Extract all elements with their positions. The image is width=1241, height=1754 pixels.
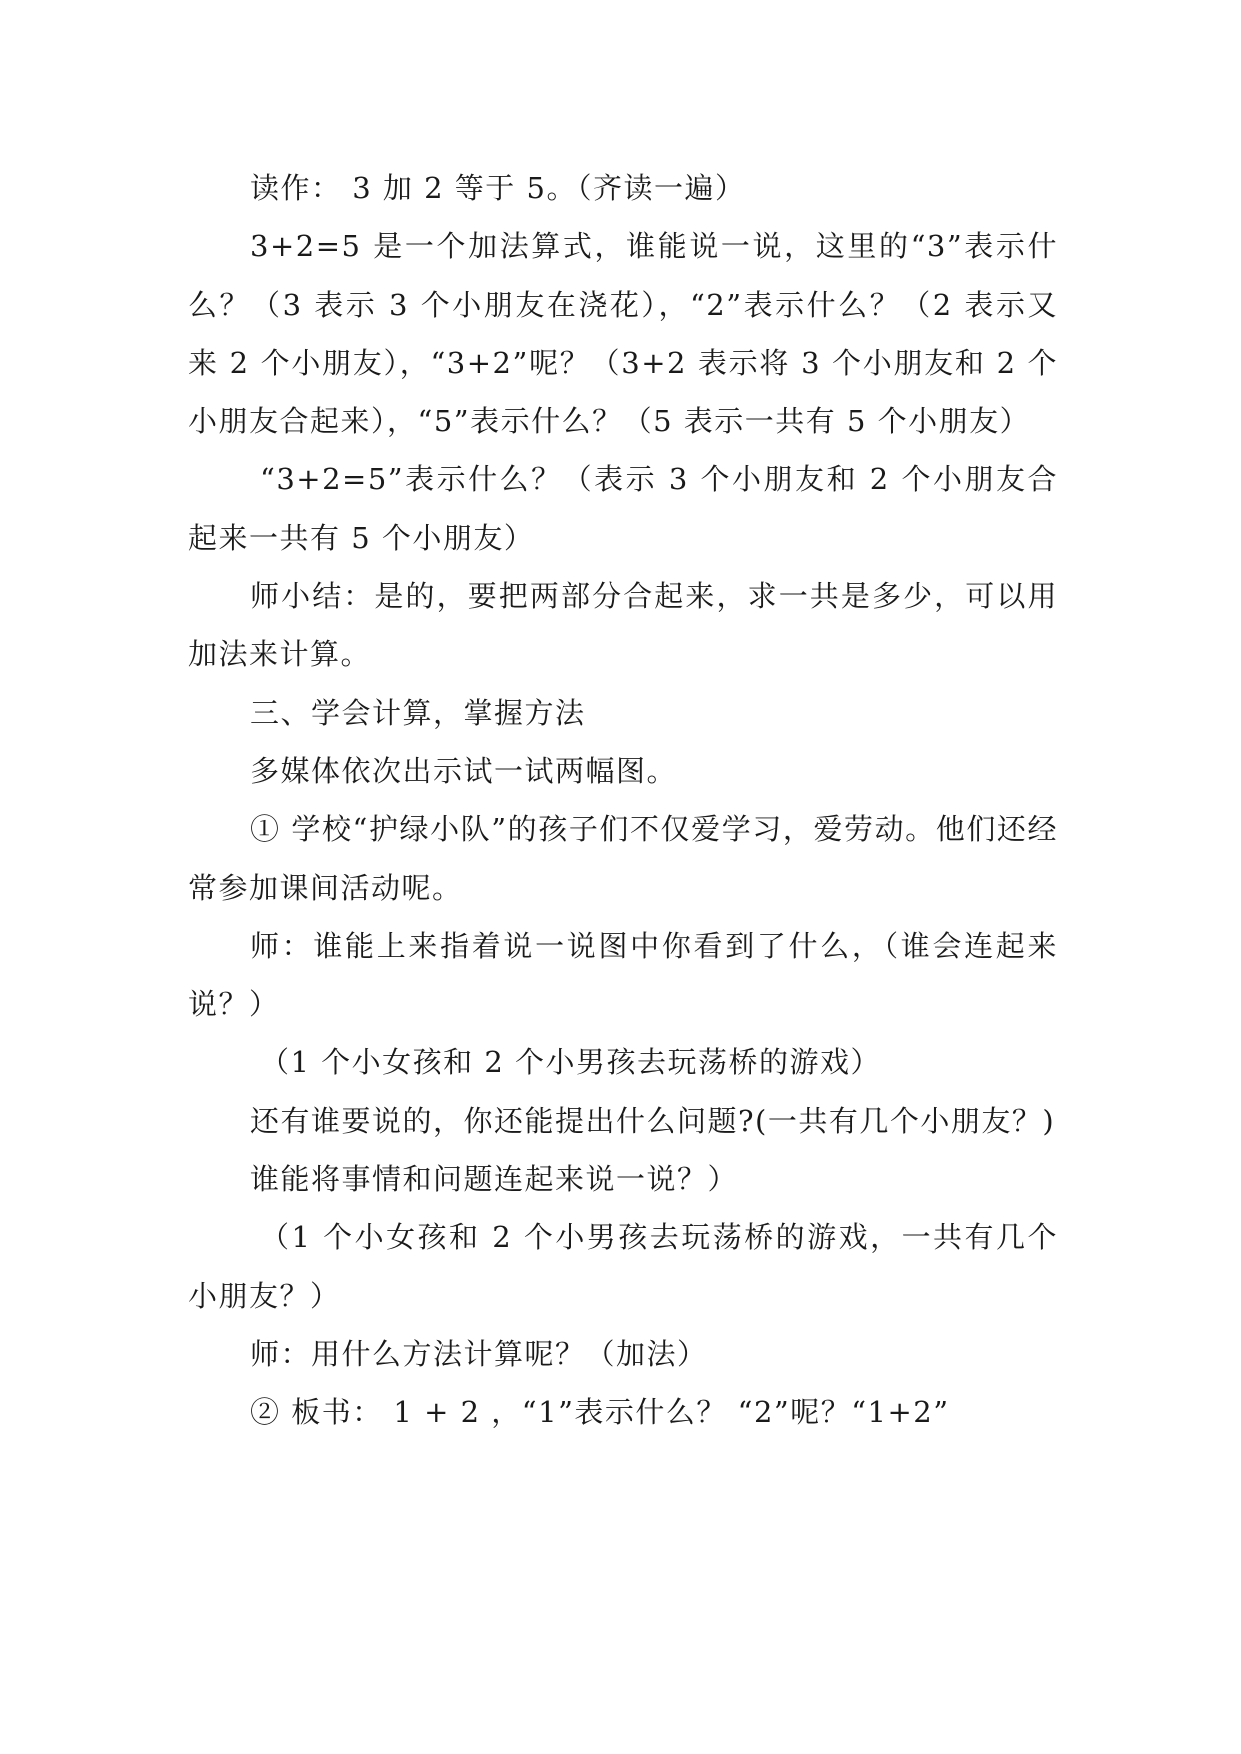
paragraph: 师：谁能上来指着说一说图中你看到了什么，（谁会连起来说？） (188, 928, 1058, 1022)
paragraph: 还有谁要说的，你还能提出什么问题?(一共有几个小朋友？) (250, 1103, 1056, 1138)
paragraph: （1 个小女孩和 2 个小男孩去玩荡桥的游戏，一共有几个小朋友？） (188, 1220, 1058, 1313)
paragraph: 多媒体依次出示试一试两幅图。 (250, 753, 678, 788)
paragraph: 三、学会计算，掌握方法 (250, 695, 586, 730)
paragraph: 师：用什么方法计算呢？（加法） (250, 1336, 708, 1371)
paragraph: “3+2=5”表示什么？（表示 3 个小朋友和 2 个小朋友合起来一共有 5 个小朋友） (188, 462, 1058, 555)
paragraph: 师小结：是的，要把两部分合起来，求一共是多少，可以用加法来计算。 (188, 579, 1058, 672)
paragraph: 读作： 3 加 2 等于 5。（齐读一遍） (250, 171, 746, 205)
paragraph: 3+2=5 是一个加法算式，谁能说一说，这里的“3”表示什么？（3 表示 3 个小朋友在浇花），“2”表示什么？（2 表示又来 2 个小朋友），“3+2”呢？（3+2 表示将 3 个小朋友和 2 个小朋友合起来），“5”表示什么？（5 表示一共有 5 个小朋友） (188, 229, 1058, 439)
document-body (188, 159, 1058, 1442)
paragraph: ② 板书： 1 + 2 ，“1”表示什么？ “2”呢？“1+2” (250, 1395, 950, 1430)
paragraph: （1 个小女孩和 2 个小男孩去玩荡桥的游戏） (260, 1045, 882, 1080)
paragraph: 谁能将事情和问题连起来说一说？） (250, 1162, 739, 1197)
paragraph: ① 学校“护绿小队”的孩子们不仅爱学习，爱劳动。他们还经常参加课间活动呢。 (188, 812, 1058, 905)
